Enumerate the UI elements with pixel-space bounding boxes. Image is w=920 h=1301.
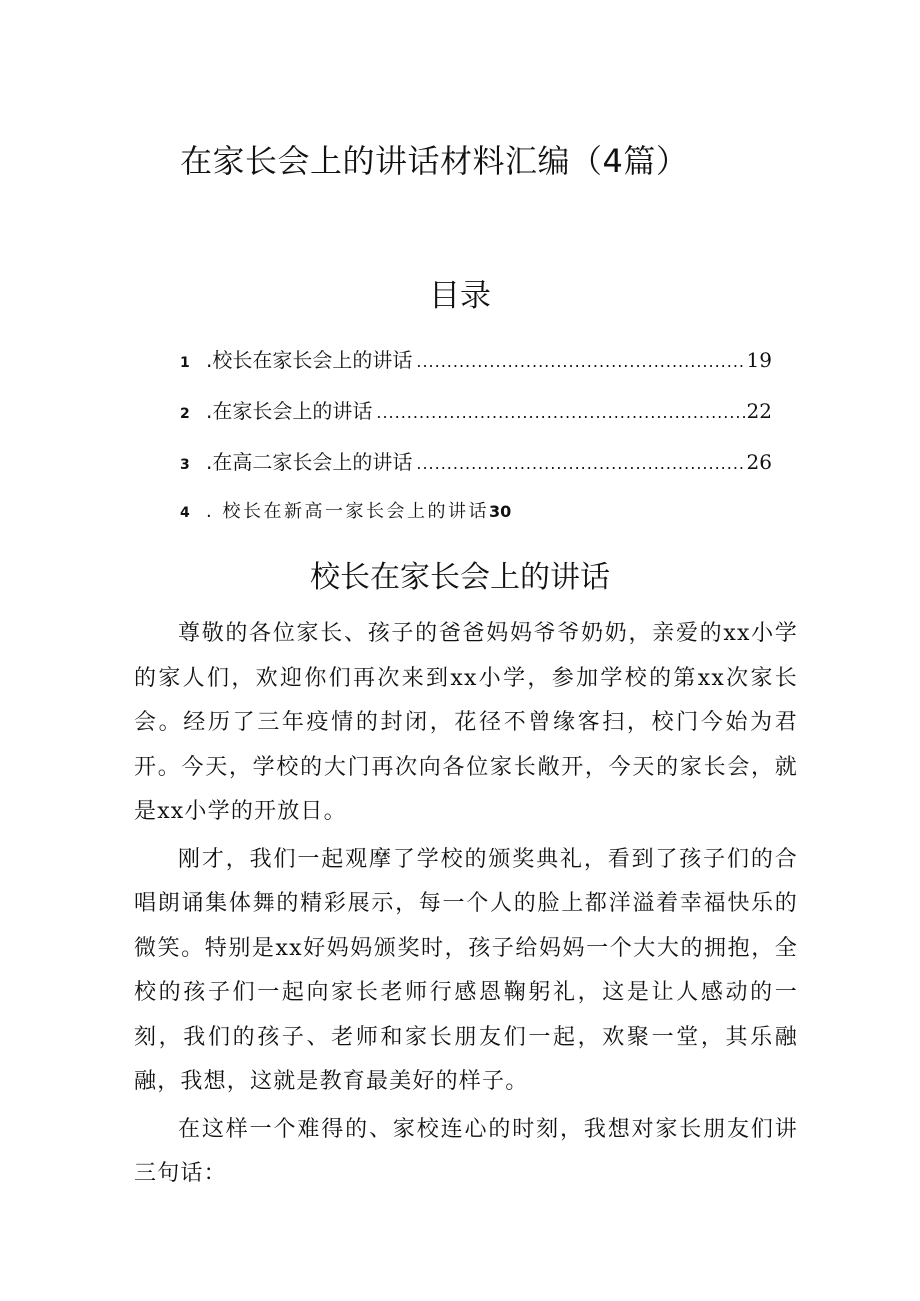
toc-item-page: 19	[746, 348, 772, 372]
document-title: 在家长会上的讲话材料汇编（4篇）	[180, 142, 689, 180]
section-title: 校长在家长会上的讲话	[310, 560, 610, 595]
toc-item-title: .在高二家长会上的讲话	[206, 450, 413, 474]
body-paragraph: 刚才，我们一起观摩了学校的颁奖典礼，看到了孩子们的合唱朗诵集体舞的精彩展示，每一个人的脸上都洋溢着幸福快乐的微笑。特别是xx好妈妈颁奖时，孩子给妈妈一个大大的拥抱，全校的孩子们一起向家长老师行感恩鞠躬礼，这是让人感动的一刻，我们的孩子、老师和家长朋友们一起，欢聚一堂，其乐融融，我想，这就是教育最美好的样子。	[134, 846, 798, 1094]
toc-item-number: 4	[180, 505, 190, 521]
toc-item-number: 3	[180, 457, 190, 473]
toc-item-number: 1	[180, 355, 190, 371]
toc-heading: 目录	[429, 278, 491, 314]
body-paragraph: 在这样一个难得的、家校连心的时刻，我想对家长朋友们讲三句话：	[134, 1116, 798, 1186]
toc-item-page: 30	[488, 502, 512, 521]
toc-dot-leader	[416, 454, 744, 473]
toc-item-number: 2	[180, 406, 190, 422]
toc-item-title: .校长在家长会上的讲话	[206, 348, 413, 372]
toc-item-page: 22	[746, 399, 772, 423]
toc-item-title	[206, 497, 515, 523]
toc-item-2[interactable]	[180, 395, 772, 446]
toc-item-title-text: . 校长在新高一家长会上的讲话	[206, 501, 489, 522]
section-body	[134, 612, 798, 1200]
table-of-contents	[180, 344, 772, 548]
toc-item-4[interactable]	[180, 497, 772, 548]
toc-dot-leader	[416, 352, 744, 371]
toc-item-1[interactable]	[180, 344, 772, 395]
toc-dot-leader	[376, 403, 744, 422]
toc-item-page: 26	[746, 450, 772, 474]
toc-item-title: .在家长会上的讲话	[206, 399, 373, 423]
toc-item-3[interactable]	[180, 446, 772, 497]
body-paragraph: 尊敬的各位家长、孩子的爸爸妈妈爷爷奶奶，亲爱的xx小学的家人们，欢迎你们再次来到xx小学，参加学校的第xx次家长会。经历了三年疫情的封闭，花径不曾缘客扫，校门今始为君开。今天，学校的大门再次向各位家长敞开，今天的家长会，就是xx小学的开放日。	[134, 621, 798, 824]
